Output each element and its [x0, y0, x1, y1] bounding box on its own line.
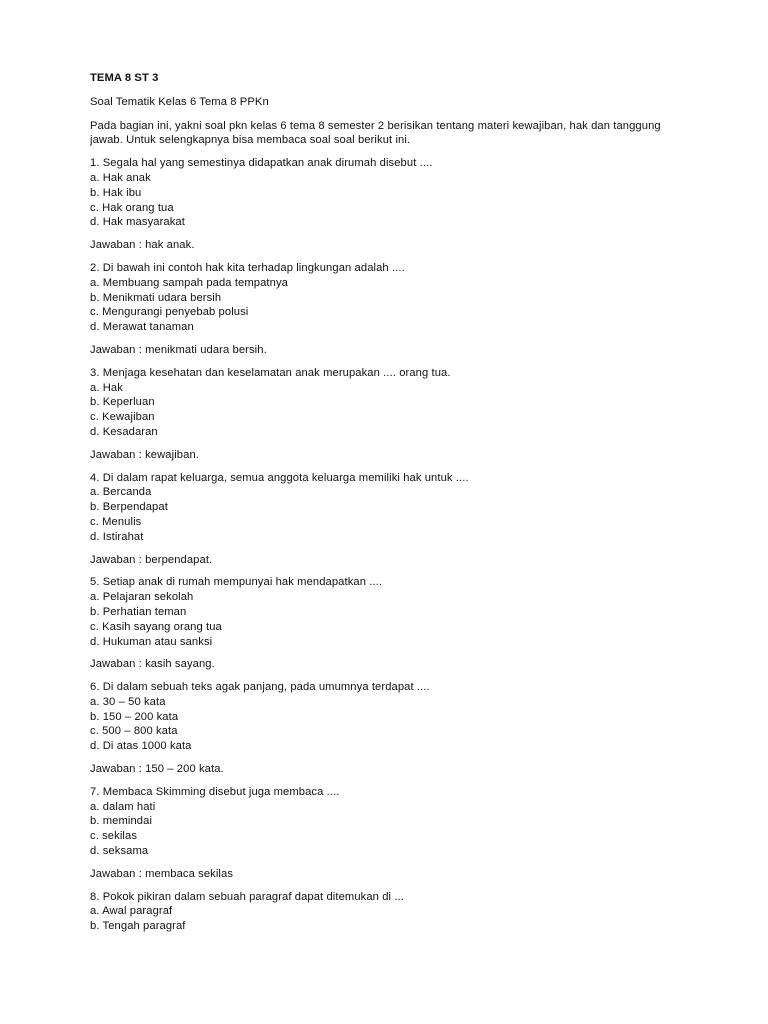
document-subtitle: Soal Tematik Kelas 6 Tema 8 PPKn	[90, 95, 269, 108]
option-d: d. Hukuman atau sanksi	[90, 635, 213, 648]
option-b: b. Keperluan	[90, 396, 155, 409]
answer-text: Jawaban : menikmati udara bersih.	[90, 343, 267, 356]
option-c: c. Kewajiban	[90, 411, 155, 424]
option-a: a. Bercanda	[90, 486, 152, 499]
option-c: c. Mengurangi penyebab polusi	[90, 306, 249, 319]
question-block	[90, 156, 690, 230]
option-a: a. Awal paragraf	[90, 905, 173, 918]
option-a: a. Hak	[90, 381, 123, 394]
option-c: c. Hak orang tua	[90, 201, 174, 214]
option-a: a. dalam hati	[90, 800, 156, 813]
answer-text: Jawaban : kasih sayang.	[90, 658, 215, 671]
answer-text: Jawaban : berpendapat.	[90, 553, 213, 566]
option-b: b. Menikmati udara bersih	[90, 291, 222, 304]
document-title: TEMA 8 ST 3	[90, 72, 159, 84]
option-c: c. Kasih sayang orang tua	[90, 620, 222, 633]
option-a: a. 30 – 50 kata	[90, 695, 166, 708]
question-text: 5. Setiap anak di rumah mempunyai hak mendapatkan ....	[90, 576, 383, 589]
question-text: 7. Membaca Skimming disebut juga membaca ....	[90, 785, 340, 798]
option-c: c. sekilas	[90, 830, 138, 843]
option-c: c. Menulis	[90, 515, 142, 528]
question-block	[90, 890, 690, 934]
question-block	[90, 680, 690, 754]
question-text: 3. Menjaga kesehatan dan keselamatan anak merupakan .... orang tua.	[90, 366, 451, 379]
answer-text: Jawaban : hak anak.	[90, 239, 195, 252]
option-d: d. seksama	[90, 845, 149, 858]
option-b: b. Berpendapat	[90, 501, 168, 514]
document-page	[90, 71, 690, 942]
option-a: a. Pelajaran sekolah	[90, 591, 194, 604]
option-b: b. 150 – 200 kata	[90, 710, 179, 723]
option-b: b. Perhatian teman	[90, 605, 187, 618]
question-block	[90, 785, 690, 859]
question-block	[90, 471, 690, 545]
option-d: d. Di atas 1000 kata	[90, 740, 192, 753]
option-d: d. Kesadaran	[90, 425, 158, 438]
question-block	[90, 366, 690, 440]
option-b: b. memindai	[90, 815, 153, 828]
option-b: b. Hak ibu	[90, 186, 142, 199]
answer-text: Jawaban : kewajiban.	[90, 448, 199, 461]
question-text: 4. Di dalam rapat keluarga, semua anggota keluarga memiliki hak untuk ....	[90, 471, 469, 484]
answer-text: Jawaban : membaca sekilas	[90, 867, 234, 880]
question-text: 8. Pokok pikiran dalam sebuah paragraf dapat ditemukan di ...	[90, 890, 404, 903]
question-text: 2. Di bawah ini contoh hak kita terhadap lingkungan adalah ....	[90, 261, 405, 274]
question-text: 1. Segala hal yang semestinya didapatkan anak dirumah disebut ....	[90, 157, 433, 170]
option-a: a. Membuang sampah pada tempatnya	[90, 276, 288, 289]
intro-paragraph: Pada bagian ini, yakni soal pkn kelas 6 tema 8 semester 2 berisikan tentang materi kewajiban, hak dan tanggung jawab. Untuk selengkapnya bisa membaca soal soal berikut ini.	[90, 119, 661, 147]
option-c: c. 500 – 800 kata	[90, 725, 178, 738]
option-d: d. Istirahat	[90, 530, 144, 543]
option-d: d. Merawat tanaman	[90, 321, 194, 334]
question-block	[90, 575, 690, 649]
option-a: a. Hak anak	[90, 171, 151, 184]
question-text: 6. Di dalam sebuah teks agak panjang, pada umumnya terdapat ....	[90, 681, 430, 694]
option-d: d. Hak masyarakat	[90, 216, 185, 229]
answer-text: Jawaban : 150 – 200 kata.	[90, 763, 224, 776]
option-b: b. Tengah paragraf	[90, 920, 186, 933]
question-block	[90, 261, 690, 335]
